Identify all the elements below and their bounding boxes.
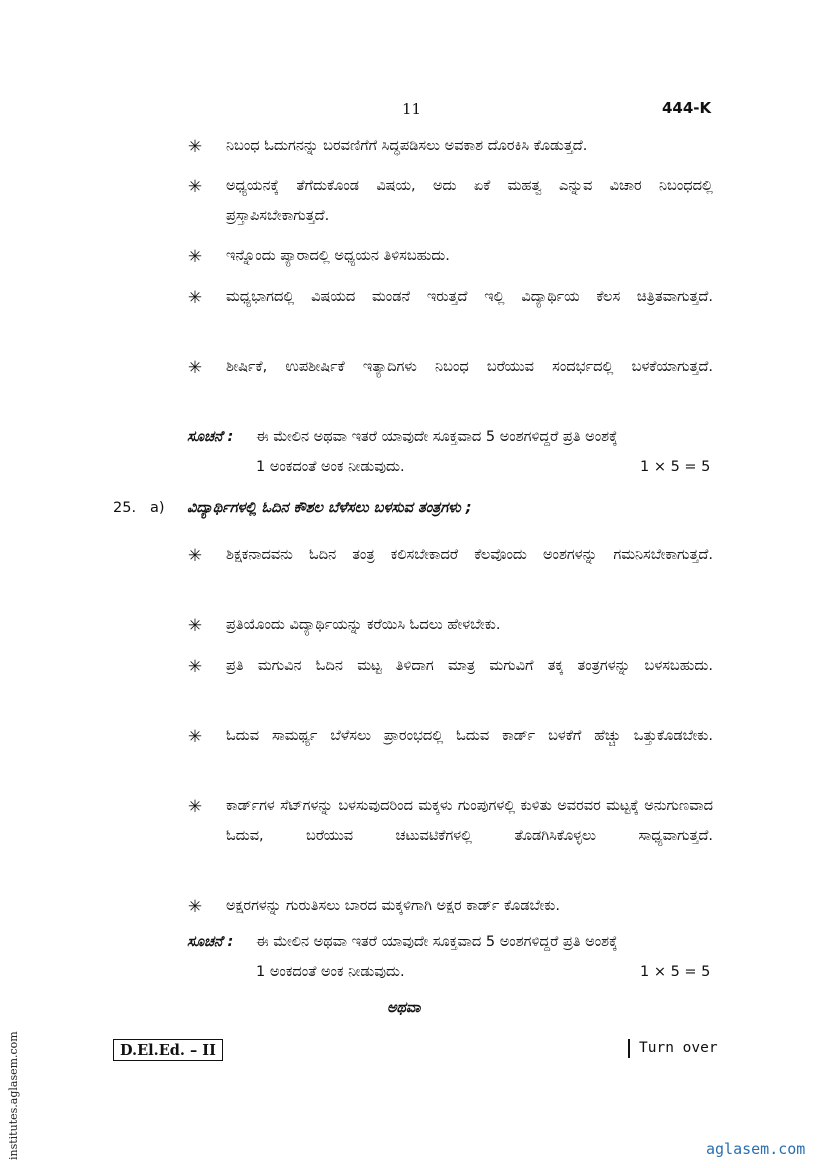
list-item: ಪ್ರತಿಯೊಂದು ವಿದ್ಯಾರ್ಥಿಯನ್ನು ಕರೆಯಿಸಿ ಓದಲು ಹೇಳಬೇಕು. bbox=[226, 617, 501, 633]
note-text: 1 ಅಂಕದಂತೆ ಅಂಕ ನೀಡುವುದು. bbox=[256, 459, 405, 475]
bullet-star-icon: ✳ bbox=[187, 288, 203, 308]
list-item: ಪ್ರತಿ ಮಗುವಿನ ಓದಿನ ಮಟ್ಟ ತಿಳಿದಾಗ ಮಾತ್ರ ಮಗುವಿಗೆ ತಕ್ಕ ತಂತ್ರಗಳನ್ನು ಬಳಸಬಹುದು. bbox=[226, 658, 713, 674]
note-label: ಸೂಚನೆ : bbox=[187, 429, 234, 445]
note-text: ಈ ಮೇಲಿನ ಅಥವಾ ಇತರೆ ಯಾವುದೇ ಸೂಕ್ತವಾದ 5 ಅಂಶಗಳಿದ್ದರೆ ಪ್ರತಿ ಅಂಶಕ್ಕೆ bbox=[256, 429, 618, 445]
list-item: ಇನ್ನೊಂದು ಪ್ಯಾರಾದಲ್ಲಿ ಅಧ್ಯಯನ ತಿಳಿಸಬಹುದು. bbox=[226, 248, 450, 264]
note-text: 1 ಅಂಕದಂತೆ ಅಂಕ ನೀಡುವುದು. bbox=[256, 964, 405, 980]
bottom-watermark: aglasem.com bbox=[706, 1140, 806, 1158]
list-item: ಮಧ್ಯಭಾಗದಲ್ಲಿ ವಿಷಯದ ಮಂಡನೆ ಇರುತ್ತದೆ ಇಲ್ಲಿ ವಿದ್ಯಾರ್ಥಿಯ ಕೆಲಸ ಚಿತ್ರಿತವಾಗುತ್ತದೆ. bbox=[226, 289, 713, 305]
bullet-star-icon: ✳ bbox=[187, 137, 203, 157]
bullet-star-icon: ✳ bbox=[187, 657, 203, 677]
bullet-star-icon: ✳ bbox=[187, 897, 203, 917]
list-item: ಶಿಕ್ಷಕನಾದವನು ಓದಿನ ತಂತ್ರ ಕಲಿಸಬೇಕಾದರೆ ಕೆಲವೊಂದು ಅಂಶಗಳನ್ನು ಗಮನಿಸಬೇಕಾಗುತ್ತದೆ. bbox=[226, 547, 713, 563]
note-text: ಈ ಮೇಲಿನ ಅಥವಾ ಇತರೆ ಯಾವುದೇ ಸೂಕ್ತವಾದ 5 ಅಂಶಗಳಿದ್ದರೆ ಪ್ರತಿ ಅಂಶಕ್ಕೆ bbox=[256, 934, 618, 950]
marks-formula: 1 × 5 = 5 bbox=[640, 964, 711, 980]
question-number: 25. bbox=[113, 500, 137, 516]
bullet-star-icon: ✳ bbox=[187, 247, 203, 267]
list-item: ಕಾರ್ಡ್‌ಗಳ ಸೆಟ್‌ಗಳನ್ನು ಬಳಸುವುದರಿಂದ ಮಕ್ಕಳು ಗುಂಪುಗಳಲ್ಲಿ ಕುಳಿತು ಅವರವರ ಮಟ್ಟಕ್ಕೆ ಅನುಗುಣವಾದ ಓದುವ, ಬರೆಯುವ ಚಟುವಟಿಕೆಗಳಲ್ಲಿ ತೊಡಗಿಸಿಕೊಳ್ಳಲು ಸಾಧ್ಯವಾಗುತ್ತದೆ. bbox=[226, 798, 713, 844]
side-watermark: institutes.aglasem.com bbox=[7, 1031, 20, 1160]
list-item: ಅಕ್ಷರಗಳನ್ನು ಗುರುತಿಸಲು ಬಾರದ ಮಕ್ಕಳಿಗಾಗಿ ಅಕ್ಷರ ಕಾರ್ಡ್ ಕೊಡಬೇಕು. bbox=[226, 898, 560, 914]
question-part: a) bbox=[150, 500, 165, 516]
question-heading: ವಿದ್ಯಾರ್ಥಿಗಳಲ್ಲಿ ಓದಿನ ಕೌಶಲ ಬೆಳೆಸಲು ಬಳಸುವ ತಂತ್ರಗಳು ; bbox=[187, 500, 472, 516]
list-item: ಶೀರ್ಷಿಕೆ, ಉಪಶೀರ್ಷಿಕೆ ಇತ್ಯಾದಿಗಳು ನಿಬಂಧ ಬರೆಯುವ ಸಂದರ್ಭದಲ್ಲಿ ಬಳಕೆಯಾಗುತ್ತದೆ. bbox=[226, 359, 713, 375]
bullet-star-icon: ✳ bbox=[187, 546, 203, 566]
course-code-box: D.El.Ed. – II bbox=[113, 1039, 223, 1061]
page-number: 11 bbox=[402, 100, 422, 118]
list-item: ಓದುವ ಸಾಮರ್ಥ್ಯ ಬೆಳೆಸಲು ಪ್ರಾರಂಭದಲ್ಲಿ ಓದುವ ಕಾರ್ಡ್ ಬಳಕೆಗೆ ಹೆಚ್ಚು ಒತ್ತುಕೊಡಬೇಕು. bbox=[226, 728, 713, 744]
list-item: ನಿಬಂಧ ಓದುಗನನ್ನು ಬರವಣಿಗೆಗೆ ಸಿದ್ಧಪಡಿಸಲು ಅವಕಾಶ ದೊರಕಿಸಿ ಕೊಡುತ್ತದೆ. bbox=[226, 138, 588, 154]
marks-formula: 1 × 5 = 5 bbox=[640, 459, 711, 475]
turn-over-label: Turn over bbox=[639, 1040, 718, 1056]
note-label: ಸೂಚನೆ : bbox=[187, 934, 234, 950]
bullet-star-icon: ✳ bbox=[187, 797, 203, 817]
or-divider-label: ಅಥವಾ bbox=[387, 1000, 421, 1016]
bullet-star-icon: ✳ bbox=[187, 727, 203, 747]
paper-code: 444-K bbox=[662, 99, 712, 117]
bracket-icon bbox=[628, 1039, 630, 1058]
list-item: ಅಧ್ಯಯನಕ್ಕೆ ತೆಗೆದುಕೊಂಡ ವಿಷಯ, ಅದು ಏಕೆ ಮಹತ್ವ ಎನ್ನುವ ವಿಚಾರ ನಿಬಂಧದಲ್ಲಿ ಪ್ರಸ್ತಾಪಿಸಬೇಕಾಗುತ್ತದೆ. bbox=[226, 178, 713, 224]
bullet-star-icon: ✳ bbox=[187, 616, 203, 636]
bullet-star-icon: ✳ bbox=[187, 358, 203, 378]
bullet-star-icon: ✳ bbox=[187, 177, 203, 197]
